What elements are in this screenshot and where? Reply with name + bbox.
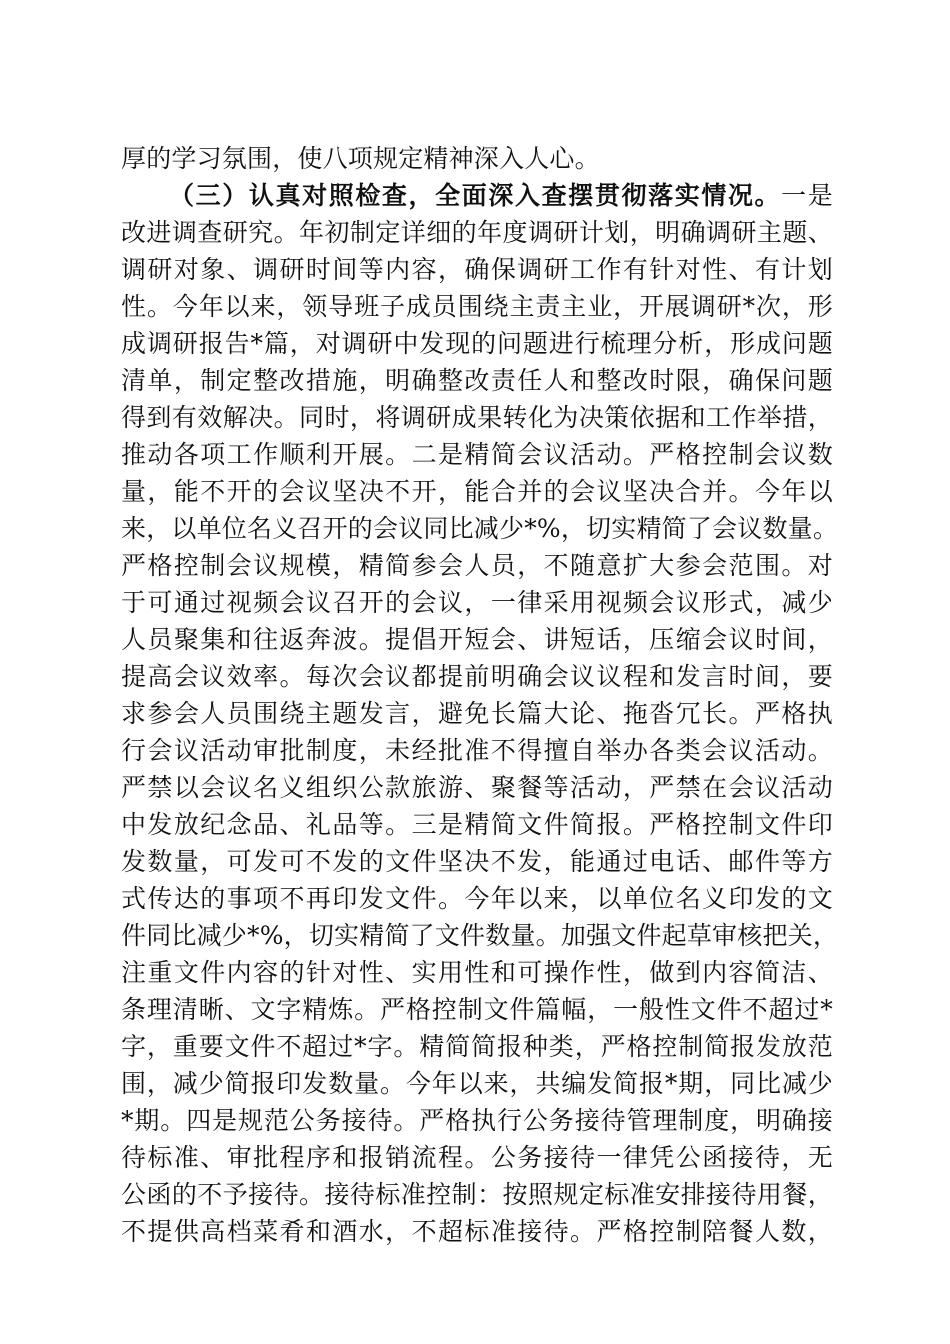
text-line: 条理清晰、文字精炼。严格控制文件篇幅，一般性文件不超过*	[121, 995, 833, 1024]
text-line: 得到有效解决。同时，将调研成果转化为决策依据和工作举措，	[121, 403, 833, 432]
text-line: 待标准、审批程序和报销流程。公务接待一律凭公函接待，无	[121, 1143, 833, 1172]
text-line: 提高会议效率。每次会议都提前明确会议议程和发言时间，要	[121, 662, 833, 691]
section-heading: （三）认真对照检查，全面深入查摆贯彻落实情况。	[169, 181, 782, 210]
text-line: 人员聚集和往返奔波。提倡开短会、讲短话，压缩会议时间，	[121, 625, 833, 654]
text-line: 字，重要文件不超过*字。精简简报种类，严格控制简报发放范	[121, 1032, 833, 1061]
text-line: 于可通过视频会议召开的会议，一律采用视频会议形式，减少	[121, 588, 833, 617]
text-line: 式传达的事项不再印发文件。今年以来，以单位名义印发的文	[121, 884, 833, 913]
text-line: *期。四是规范公务接待。严格执行公务接待管理制度，明确接	[121, 1106, 833, 1135]
text-line: 厚的学习氛围，使八项规定精神深入人心。	[121, 144, 600, 173]
text-line: 成调研报告*篇，对调研中发现的问题进行梳理分析，形成问题	[121, 329, 833, 358]
section-heading-line	[121, 177, 833, 214]
text-line: 求参会人员围绕主题发言，避免长篇大论、拖沓冗长。严格执	[121, 699, 833, 728]
text-line: 不提供高档菜肴和酒水，不超标准接待。严格控制陪餐人数，	[121, 1217, 833, 1246]
text-line: 量，能不开的会议坚决不开，能合并的会议坚决合并。今年以	[121, 477, 833, 506]
text-fragment: 一是	[781, 181, 833, 210]
text-line: 改进调查研究。年初制定详细的年度调研计划，明确调研主题、	[121, 218, 833, 247]
text-line: 公函的不予接待。接待标准控制：按照规定标准安排接待用餐，	[121, 1180, 833, 1209]
text-line: 来，以单位名义召开的会议同比减少*%，切实精简了会议数量。	[121, 514, 839, 543]
text-line: 推动各项工作顺利开展。二是精简会议活动。严格控制会议数	[121, 440, 833, 469]
document-page	[121, 140, 839, 1250]
text-line: 发数量，可发可不发的文件坚决不发，能通过电话、邮件等方	[121, 847, 833, 876]
text-line: 严禁以会议名义组织公款旅游、聚餐等活动，严禁在会议活动	[121, 773, 833, 802]
text-line: 严格控制会议规模，精简参会人员，不随意扩大参会范围。对	[121, 551, 833, 580]
text-line: 注重文件内容的针对性、实用性和可操作性，做到内容简洁、	[121, 958, 833, 987]
text-line: 件同比减少*%，切实精简了文件数量。加强文件起草审核把关，	[121, 921, 839, 950]
text-line: 清单，制定整改措施，明确整改责任人和整改时限，确保问题	[121, 366, 833, 395]
text-line: 性。今年以来，领导班子成员围绕主责主业，开展调研*次，形	[121, 292, 833, 321]
text-line: 调研对象、调研时间等内容，确保调研工作有针对性、有计划	[121, 255, 833, 284]
text-line: 行会议活动审批制度，未经批准不得擅自举办各类会议活动。	[121, 736, 833, 765]
text-line: 围，减少简报印发数量。今年以来，共编发简报*期，同比减少	[121, 1069, 833, 1098]
text-line: 中发放纪念品、礼品等。三是精简文件简报。严格控制文件印	[121, 810, 833, 839]
